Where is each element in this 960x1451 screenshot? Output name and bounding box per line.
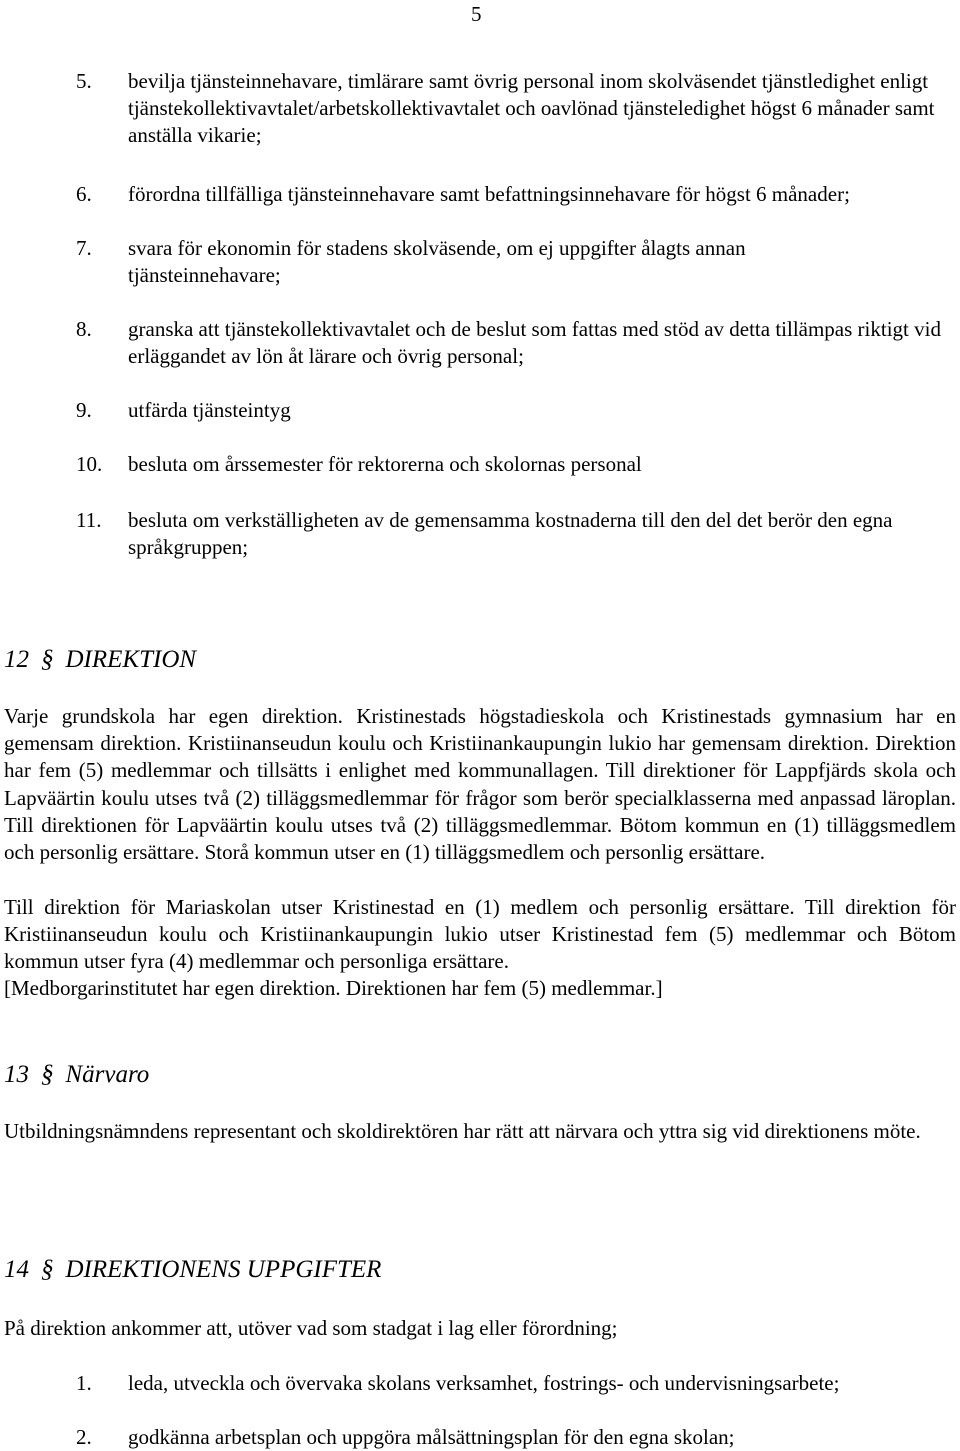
section-number: 14 (4, 1256, 29, 1283)
section-12-paragraph: Till direktion för Mariaskolan utser Kristinestad en (1) medlem och personlig ersättare. Till direktion för Kristiinanseudun koulu och Kristiinankaupungin lukio utser Kristinestad fem (5) medlemmar och Bötom kommun utser fyra (4) medlemmar och personliga ersättare. (4, 895, 956, 974)
list-item-number: 8. (76, 317, 92, 341)
list-item-text: leda, utveckla och övervaka skolans verksamhet, fostrings- och undervisningsarbete; (128, 1371, 840, 1395)
section-title: DIREKTIONENS UPPGIFTER (65, 1256, 382, 1283)
section-symbol: § (41, 646, 54, 673)
section-heading-12 (4, 645, 196, 675)
section-symbol: § (41, 1061, 54, 1088)
list-item-text: utfärda tjänsteintyg (128, 398, 291, 422)
list-item-number: 7. (76, 236, 92, 260)
list-item-number: 2. (76, 1425, 92, 1449)
list-item-number: 5. (76, 69, 92, 93)
section-number: 13 (4, 1061, 29, 1088)
section-13-paragraph: Utbildningsnämndens representant och skoldirektören har rätt att närvara och yttra sig vid direktionens möte. (4, 1119, 921, 1143)
list-item-text: svara för ekonomin för stadens skolväsende, om ej uppgifter ålagts annan tjänsteinnehavare; (128, 236, 746, 287)
section-heading-14 (4, 1255, 381, 1285)
list-item-text: förordna tillfälliga tjänsteinnehavare samt befattningsinnehavare för högst 6 månader; (128, 182, 850, 206)
page-number: 5 (471, 2, 482, 26)
section-symbol: § (41, 1256, 54, 1283)
list-item-number: 10. (76, 452, 103, 476)
list-item-number: 6. (76, 182, 92, 206)
section-number: 12 (4, 646, 29, 673)
list-item-text: godkänna arbetsplan och uppgöra målsättningsplan för den egna skolan; (128, 1425, 735, 1449)
list-item-number: 1. (76, 1371, 92, 1395)
section-12-paragraph: [Medborgarinstitutet har egen direktion. Direktionen har fem (5) medlemmar.] (4, 976, 663, 1000)
list-item-text: granska att tjänstekollektivavtalet och de beslut som fattas med stöd av detta tillämpas riktigt vid erläggandet av lön åt lärare och övrig personal; (128, 317, 941, 368)
section-title: DIREKTION (65, 646, 197, 673)
list-item-text: besluta om årssemester för rektorerna och skolornas personal (128, 452, 642, 476)
list-item-number: 11. (76, 508, 102, 532)
section-14-intro: På direktion ankommer att, utöver vad som stadgat i lag eller förordning; (4, 1316, 618, 1340)
list-item-text: bevilja tjänsteinnehavare, timlärare samt övrig personal inom skolväsendet tjänstledighet enligt tjänstekollektivavtalet/arbetskollektivavtalet och oavlönad tjänsteledighet högst 6 månader samt anställa vikarie; (128, 69, 935, 147)
section-heading-13 (4, 1060, 149, 1090)
section-title: Närvaro (65, 1061, 150, 1088)
section-12-paragraph: Varje grundskola har egen direktion. Kristinestads högstadieskola och Kristinestads gymnasium har en gemensam direktion. Kristiinanseudun koulu och Kristiinankaupungin lukio har gemensam direktion. Direktion har fem (5) medlemmar och tillsätts i enlighet med kommunallagen. Till direktioner för Lappfjärds skola och Lapväärtin koulu utses två (2) tilläggsmedlemmar för frågor som berör specialklasserna med anpassad läroplan. Till direktionen för Lapväärtin koulu utses två (2) tilläggsmedlemmar. Bötom kommun en (1) tilläggsmedlem och personlig ersättare. Storå kommun utser en (1) tilläggsmedlem och personlig ersättare. (4, 704, 956, 865)
list-item-number: 9. (76, 398, 92, 422)
list-item-text: besluta om verkställigheten av de gemensamma kostnaderna till den del det berör den egna språkgruppen; (128, 508, 893, 559)
